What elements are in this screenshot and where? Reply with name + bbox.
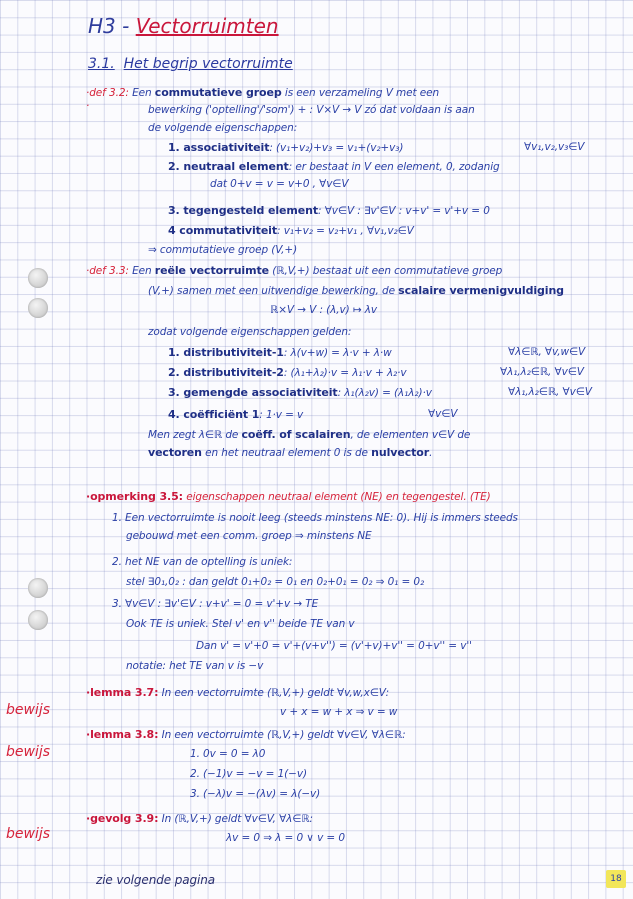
lemma38-line1 [86,728,406,742]
def32-prop1-quant: ∀v₁,v₂,v₃∈V [524,141,585,153]
opm35-line2b: stel ∃0₁,0₂ : dan geldt 0₁+0₂ = 0₁ en 0₂+0₁ = 0₂ ⇒ 0₁ = 0₂ [126,576,425,588]
text: Een [132,87,155,99]
punch-hole [28,268,48,288]
def33-line1 [86,264,502,278]
text: In (ℝ,V,+) geldt ∀v∈V, ∀λ∈ℝ: [158,813,313,825]
def33-tag: ·def 3.3: [86,265,129,277]
def32-prop2 [168,160,500,174]
def33-line6 [148,446,432,460]
term: 2. neutraal element [168,160,289,173]
text: Een [132,265,155,277]
lemma37-line2: v + x = w + x ⇒ v = w [280,706,398,718]
def33-prop2 [168,366,407,380]
opm35-tag: ·opmerking 3.5: [86,490,183,503]
term: 4. coëfficiënt 1 [168,408,260,421]
bullet: · [86,100,90,112]
text: : ∀v∈V : ∃v'∈V : v+v' = v'+v = 0 [318,205,490,217]
punch-hole [28,578,48,598]
text: : (v₁+v₂)+v₃ = v₁+(v₂+v₃) [269,142,404,154]
def32-line3: de volgende eigenschappen: [148,122,298,134]
def33-prop3 [168,386,432,400]
lemma37-tag: ·lemma 3.7: [86,686,159,699]
opm35-line3b: Ook TE is uniek. Stel v' en v'' beide TE van v [126,618,355,630]
def33-prop4 [168,408,303,422]
text: : v₁+v₂ = v₂+v₁ , ∀v₁,v₂∈V [277,225,414,237]
section-name: Het begrip vectorruimte [123,56,293,72]
margin-bewijs-3: bewijs [6,826,51,842]
term: 1. associativiteit [168,141,270,154]
term: 3. gemengde associativiteit [168,386,338,399]
def32-prop4 [168,224,414,238]
def32-prop3 [168,204,490,218]
text: is een verzameling V met een [281,87,440,99]
text: : λ₁(λ₂v) = (λ₁λ₂)·v [337,387,432,399]
text: : (λ₁+λ₂)·v = λ₁·v + λ₂·v [283,367,407,379]
text: In een vectorruimte (ℝ,V,+) geldt ∀v,w,x∈V: [158,687,390,699]
opm35-line2: 2. het NE van de optelling is uniek: [112,556,293,568]
gevolg39-line1 [86,812,313,826]
text: (V,+) samen met een uitwendige bewerking, de [148,285,399,297]
opm35-line1: 1. Een vectorruimte is nooit leeg (steeds minstens NE: 0). Hij is immers steeds [112,512,518,524]
section-number: 3.1. [88,56,115,72]
chapter-prefix: H3 - [88,14,136,38]
term: 4 commutativiteit [168,224,278,237]
def32-tag: ·def 3.2: [86,87,129,99]
def33-prop3-quant: ∀λ₁,λ₂∈ℝ, ∀v∈V [508,386,592,398]
term-nulvector: nulvector [371,446,430,459]
def33-line2 [148,284,564,298]
lemma37-line1 [86,686,389,700]
text: (ℝ,V,+) bestaat uit een commutatieve groep [269,265,503,277]
term: 1. distributiviteit-1 [168,346,284,359]
text: . [429,447,433,459]
def32-line2: bewerking ('optelling'/'som') + : V×V → V zó dat voldaan is aan [148,104,475,116]
def33-prop1 [168,346,392,360]
lemma38-tag: ·lemma 3.8: [86,728,159,741]
chapter-name: Vectorruimten [135,14,279,38]
text: : 1·v = v [259,409,304,421]
opm35-line1b: gebouwd met een comm. groep ⇒ minstens NE [126,530,372,542]
gevolg39-tag: ·gevolg 3.9: [86,812,159,825]
term-scalaire-vermenigvuldiging: scalaire vermenigvuldiging [398,284,564,297]
margin-bewijs-2: bewijs [6,744,51,760]
def32-conclusion: ⇒ commutatieve groep (V,+) [148,244,298,256]
opm35-line3: 3. ∀v∈V : ∃v'∈V : v+v' = 0 = v'+v → TE [112,598,319,610]
text: : λ(v+w) = λ·v + λ·w [283,347,392,359]
term: 2. distributiviteit-2 [168,366,284,379]
term-reele-vectorruimte: reële vectorruimte [154,264,269,277]
section-heading [88,56,293,72]
def33-prop2-quant: ∀λ₁,λ₂∈ℝ, ∀v∈V [500,366,584,378]
term-vectoren: vectoren [148,446,202,459]
term-coeff-scalairen: coëff. of scalairen [241,428,351,441]
def33-line4: zodat volgende eigenschappen gelden: [148,326,352,338]
page-number: 18 [606,870,626,888]
def32-prop1 [168,141,403,155]
def32-line1 [86,86,439,100]
gevolg39-line2: λv = 0 ⇒ λ = 0 ∨ v = 0 [226,832,345,844]
def33-line3: ℝ×V → V : (λ,v) ↦ λv [270,304,378,316]
text: : er bestaat in V een element, 0, zodanig [288,161,500,173]
text: In een vectorruimte (ℝ,V,+) geldt ∀v∈V, ∀λ∈ℝ: [158,729,406,741]
text: , de elementen v∈V de [350,429,471,441]
margin-bewijs-1: bewijs [6,702,51,718]
lemma38-item2: 2. (−1)v = −v = 1(−v) [190,768,307,780]
next-page-note: zie volgende pagina [96,873,216,887]
def32-prop2b: dat 0+v = v = v+0 , ∀v∈V [210,178,349,190]
lemma38-item3: 3. (−λ)v = −(λv) = λ(−v) [190,788,321,800]
def33-prop1-quant: ∀λ∈ℝ, ∀v,w∈V [508,346,586,358]
term: 3. tegengesteld element [168,204,319,217]
punch-hole [28,610,48,630]
def33-prop4-quant: ∀v∈V [428,408,458,420]
text: eigenschappen neutraal element (NE) en tegengestel. (TE) [182,491,491,503]
lemma38-item1: 1. 0v = 0 = λ0 [190,748,266,760]
opm35-line3d: notatie: het TE van v is −v [126,660,264,672]
page-title [88,14,279,38]
term-commutatieve-groep: commutatieve groep [154,86,282,99]
text: en het neutraal element 0 is de [201,447,372,459]
def33-line5 [148,428,470,442]
punch-hole [28,298,48,318]
opm35-heading [86,490,491,504]
text: Men zegt λ∈ℝ de [148,429,242,441]
opm35-line3c: Dan v' = v'+0 = v'+(v+v'') = (v'+v)+v'' = 0+v'' = v'' [196,640,472,652]
